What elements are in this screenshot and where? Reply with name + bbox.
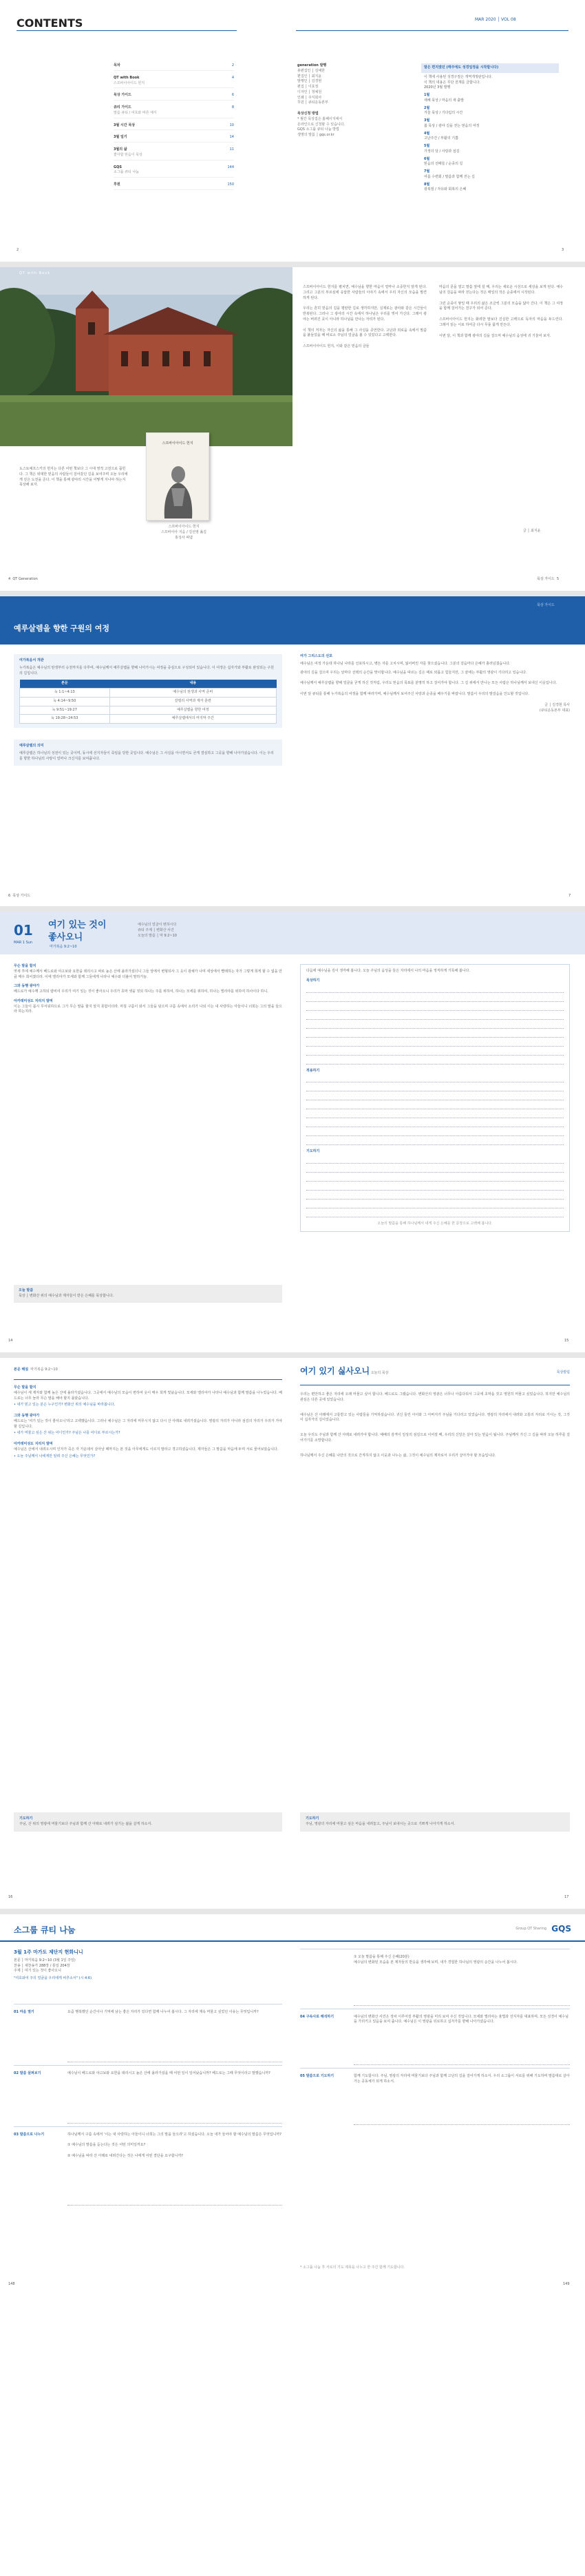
gqs-meta-row: 주제 │ 여기 있는 것이 좋사오니 bbox=[14, 1969, 61, 1973]
toc-page: 8 bbox=[231, 105, 234, 109]
detail-right-gray-text: 주님, 영광의 자리에 머물고 싶은 마음을 내려놓고, 주님이 보내시는 곳으로 기쁘게 나아가게 하소서. bbox=[306, 1821, 456, 1826]
journey-author-title: (큐티운동본부 대표) bbox=[539, 708, 570, 713]
issue-box-line: 광복절 / 자유와 회복의 은혜 bbox=[424, 187, 467, 192]
issue-box-line: 3월 bbox=[424, 118, 430, 123]
toc-entry[interactable] bbox=[114, 135, 234, 143]
detail-left-header bbox=[14, 1368, 282, 1380]
journey-box-2 bbox=[14, 740, 282, 766]
detail-right-body bbox=[300, 1392, 570, 1468]
journey-header-band bbox=[0, 596, 585, 645]
journey-box-2-head: 예루살렘의 의미 bbox=[19, 744, 44, 748]
subscribe-line: 온라인으로 신청할 수 있습니다. bbox=[297, 122, 345, 127]
contents-rule-right bbox=[296, 30, 568, 31]
page-number-left-label: QT Generation bbox=[12, 577, 38, 581]
gqs-item-text: 예수님이 베드로와 야고보와 요한을 데리시고 높은 산에 올라가셨을 때 어떤 일이 일어났습니까? 베드로는 그때 무엇이라고 말했습니까? bbox=[67, 2071, 270, 2075]
contents-title: CONTENTS bbox=[17, 17, 83, 30]
gqs-meta-quote: "여호와여 주의 얼굴을 우리에게 비추소서" (시 4:6) bbox=[14, 1976, 92, 1981]
gqs-write-area[interactable] bbox=[354, 2091, 570, 2125]
page-number-right bbox=[537, 577, 559, 583]
day01-s2-head: 그와 동행 광야가 bbox=[14, 984, 40, 989]
day01-title-1: 여기 있는 것이 bbox=[48, 920, 107, 930]
toc-page: 144 bbox=[227, 165, 234, 169]
day01-s3-text: 이는 그들이 몹시 무서워하므로 그가 무슨 말을 할지 알지 못함이더라. 마침 구름이 와서 그들을 덮으며 구름 속에서 소리가 나되 이는 내 사랑하는 아들이니 너희는 그의 말을 들으라 하는지라. bbox=[14, 1004, 282, 1014]
journey-table-header: 본문 bbox=[20, 680, 110, 688]
book-caption-line: 스프바이아이드 헌지 bbox=[168, 525, 200, 529]
publisher-head: generation 발행 bbox=[297, 63, 327, 67]
gqs-write-area[interactable] bbox=[354, 2031, 570, 2065]
book-paragraph: 우리는 흔히 믿음의 길을 평탄한 길로 생각하지만, 실제로는 광야와 같은 시간들이 반복된다. 그러나 그 광야의 시간 속에서 하나님은 우리를 빚어 가신다. 그래서 광야는 버려진 곳이 아니라 하나님을 만나는 자리가 된다. bbox=[303, 306, 427, 322]
spread-gap bbox=[0, 906, 585, 912]
gqs-item bbox=[300, 1949, 570, 1971]
journey-right-text bbox=[300, 671, 570, 698]
gqs-week: 3월 1주 마가도 제단지 현화니니 bbox=[14, 1949, 83, 1955]
publisher-line: 발행인 │ 김경현 bbox=[297, 79, 322, 84]
book-paragraph: 이 책의 저자는 자신의 삶을 통해 그 사실을 증언한다. 고난과 외로움 속에서 말씀을 붙들었을 때 비로소 주님의 얼굴을 볼 수 있었다고 고백한다. bbox=[303, 328, 427, 338]
journey-box-1 bbox=[14, 654, 282, 728]
toc-entry[interactable] bbox=[114, 76, 234, 89]
page-number-right: 17 bbox=[564, 1895, 569, 1899]
detail-left-body bbox=[14, 1385, 282, 1462]
toc-label: 3월 시간 묵상 bbox=[114, 123, 136, 127]
gqs-item-text: 요즘 행복했던 순간이나 기억에 남는 좋은 자리가 있다면 함께 나누어 봅시다. 그 자리에 계속 머물고 싶었던 이유는 무엇입니까? bbox=[67, 2010, 259, 2014]
issue-box-line: 6월 bbox=[424, 156, 430, 161]
day01-right-note: 다음에 예수님을 깊이 생각해 봅니다. 오늘 주님의 음성을 들은 자리에서 나의 마음을 정직하게 기록해 봅니다. bbox=[306, 969, 470, 973]
book-band-label: QT with Book bbox=[19, 271, 51, 275]
gqs-right-items bbox=[300, 1949, 570, 2128]
issue-box-line: 이 책에 사용된 성경구절은 개역개정판입니다. bbox=[424, 74, 493, 79]
detail-paragraph: 우리는 편안하고 좋은 자리에 오래 머물고 싶어 합니다. 베드로도 그랬습니다. 변화산의 영광은 너무나 아름다워서 그곳에 초막을 짓고 영원히 머물고 싶었습니다. 하지만 예수님의 관심은 다른 곳에 있었습니다. bbox=[300, 1392, 570, 1402]
publisher-line: 인쇄 │ 주식회사 bbox=[297, 95, 322, 100]
book-caption-line: 홍성사 펴냄 bbox=[175, 535, 193, 540]
detail-paragraph: 하나님께서 주신 은혜를 나만의 것으로 간직하지 않고 이웃과 나누는 삶, 그것이 예수님의 제자로서 우리가 살아가야 할 모습입니다. bbox=[300, 1453, 496, 1458]
journal-lines-pray[interactable] bbox=[306, 1155, 564, 1217]
toc-page: 2 bbox=[231, 63, 234, 67]
book-column-2 bbox=[439, 285, 563, 344]
journal-lines-apply[interactable] bbox=[306, 1074, 564, 1145]
issue-label: MAR 2020 │ VOL 08 bbox=[475, 17, 516, 22]
journey-table-cell: 예루살렘에서의 마지막 주간 bbox=[109, 715, 276, 724]
journey-box-3-text: 예수님은 여정 가운데 하나님 나라를 선포하시고, 병든 자를 고치시며, 잃어버린 자를 찾으셨습니다. 그분의 걸음마다 은혜가 흘러넘쳤습니다. bbox=[300, 661, 511, 666]
detail-right-subtitle: 오늘의 묵상 bbox=[370, 1371, 389, 1375]
gqs-item bbox=[14, 2065, 282, 2082]
publisher-line: 총편집인 │ 김예한 bbox=[297, 68, 325, 73]
contents-rule bbox=[17, 30, 237, 31]
detail-right-gray bbox=[300, 1812, 570, 1832]
detail-l1-text: 예수님이 세 제자와 함께 높은 산에 올라가셨습니다. 그곳에서 예수님의 모습이 변하여 옷이 매우 희게 빛났습니다. 모세와 엘리야가 나타나 예수님과 함께 말씀을 나누었습니다. 베드로는 너무 놀라 무슨 말을 해야 할지 몰랐습니다. bbox=[14, 1390, 282, 1401]
day01-meta-line: 큐티 주제 │ 변화산 사건 bbox=[138, 928, 174, 932]
issue-box-line: 2월 bbox=[424, 105, 430, 110]
page-number-left bbox=[8, 577, 38, 583]
gqs-item bbox=[14, 2004, 282, 2021]
publisher-info bbox=[297, 63, 401, 138]
subscribe-line: * 월간 묵상집은 홈페이지에서 bbox=[297, 116, 343, 121]
detail-l3-text: 예수님은 산에서 내려오시며 인자가 죽은 자 가운데서 살아날 때까지는 본 것을 아무에게도 이르지 말라고 경고하셨습니다. 제자들은 그 말씀을 마음에 두며 서로 물어보았습니다. bbox=[14, 1447, 279, 1452]
page-number-left-label: 묵상 가이드 bbox=[12, 894, 31, 898]
page-number-right: 7 bbox=[568, 894, 571, 898]
church-illustration bbox=[0, 267, 292, 446]
subscribe-head: 묵상신청 방법 bbox=[297, 112, 319, 116]
page-number-right: 15 bbox=[564, 1339, 569, 1343]
day01-meta-line: 오늘의 말씀 │ 막 9:2~10 bbox=[138, 933, 177, 938]
journey-table-row bbox=[20, 697, 277, 706]
journey-table-row bbox=[20, 689, 277, 698]
gqs-item bbox=[300, 2068, 570, 2091]
gqs-item-text: 하나님께서 구름 속에서 '이는 내 사랑하는 아들이니 너희는 그의 말을 들으라'고 하셨습니다. 오늘 내가 들어야 할 예수님의 말씀은 무엇입니까? ① 예수님의 말씀을 듣는다는 것은 어떤 의미일까요? ② 예수님을 따라 산 아래로 내려간다는 것은 나에게 어떤 결단을 요구합니까? bbox=[67, 2132, 281, 2158]
gqs-title: 소그룹 큐티 나눔 bbox=[14, 1925, 76, 1935]
gqs-foot-note: * 소그룹 나눔 후 서로의 기도 제목을 나누고 한 주간 함께 기도합니다. bbox=[300, 2265, 405, 2270]
toc-page: 4 bbox=[231, 75, 234, 80]
journey-table-cell: 눅 19:28~24:53 bbox=[20, 715, 110, 724]
table-of-contents bbox=[114, 63, 234, 195]
day01-number: 01 bbox=[14, 922, 33, 939]
day01-s2-text: 베드로가 예수께 고하되 랍비여 우리가 여기 있는 것이 좋사오니 우리가 초막 셋을 짓되 하나는 주를 위하여, 하나는 모세를 위하여, 하나는 엘리야를 위하여 하사이다 하니. bbox=[14, 989, 268, 994]
journey-box-3-head: 여가 그리스도의 선포 bbox=[300, 654, 332, 658]
issue-box-head: 말은 편지였던 (매주에도 성경일정을 시작합니다) bbox=[421, 63, 559, 73]
page-number-right-num: 5 bbox=[556, 577, 560, 581]
journey-table-cell: 눅 9:51~19:27 bbox=[20, 706, 110, 715]
detail-right-gray-head: 기도하기 bbox=[306, 1816, 319, 1821]
toc-sub: 스프바이아이드 헌지 bbox=[114, 81, 145, 85]
day01-spread bbox=[0, 912, 585, 1352]
issue-box-line: 5월 bbox=[424, 144, 430, 148]
book-caption-line: 스프바이아 지음 / 김선영 옮김 bbox=[160, 530, 206, 534]
gqs-write-area[interactable] bbox=[67, 2082, 282, 2124]
journey-heading: 예루살렘을 향한 구원의 여정 bbox=[14, 624, 109, 633]
page-number-left: 2 bbox=[17, 248, 19, 252]
book-intro: 도스토예프스키의 헌지는 다른 어떤 책보다 그 시대 영적 고전으로 꼽힌다. 그 책은 위대한 믿음의 사람들이 걸어갔던 길을 보여주며 오늘 우리에게 깊은 도전을 준다. 이 책을 통해 광야의 시간을 어떻게 지나야 하는지 묵상해 보자. bbox=[19, 467, 128, 488]
gqs-left-items bbox=[14, 2004, 282, 2208]
journey-table-cell: 예수님의 탄생과 사역 준비 bbox=[109, 689, 276, 698]
detail-left-ref: 마가복음 9:2~10 bbox=[30, 1368, 58, 1372]
journey-right-top bbox=[300, 654, 570, 713]
publisher-line: 디자인 │ 정예원 bbox=[297, 90, 322, 94]
spread-gap bbox=[0, 591, 585, 596]
toc-entry[interactable] bbox=[114, 165, 234, 178]
day01-label-apply: 적용하기 bbox=[306, 1068, 320, 1073]
toc-entry[interactable] bbox=[114, 105, 234, 118]
day01-meta bbox=[138, 923, 177, 939]
book-paragraph: 스프바이아이드 헌지, 이와 같은 믿음의 글들 bbox=[303, 344, 370, 348]
toc-label: 묵상 가이드 bbox=[114, 93, 131, 98]
spread-gap bbox=[0, 262, 585, 267]
day01-journal bbox=[300, 964, 570, 1232]
gqs-write-area[interactable] bbox=[67, 2021, 282, 2062]
gqs-item-label: 03 말씀으로 나누기 bbox=[14, 2132, 45, 2137]
gqs-item-label bbox=[300, 1955, 348, 1966]
toc-page: 150 bbox=[227, 182, 234, 187]
book-paragraph: 스프바이아이드 헌지는 화려한 말보다 진실한 고백으로 독자의 마음을 두드린다. 그래서 읽는 이로 하여금 다시 무릎 꿇게 만든다. bbox=[439, 317, 563, 327]
toc-label: 목차 bbox=[114, 63, 120, 67]
issue-box-line: 새해 묵상 / 마음의 새 출발 bbox=[424, 98, 464, 103]
gqs-right-header bbox=[292, 1914, 585, 1942]
journey-paragraph: 이번 달 큐티를 통해 누가복음의 여정을 함께 따라가며, 예수님께서 보여주신 사랑과 순종을 배우기를 바랍니다. 말씀이 우리의 발걸음을 인도할 것입니다. bbox=[300, 692, 529, 696]
book-column-1 bbox=[303, 285, 427, 355]
journal-lines-meditate[interactable] bbox=[306, 984, 564, 1065]
day01-gray-text: 묵상 │ 변화산 위의 예수님과 제자들이 받은 은혜를 묵상합니다. bbox=[19, 1293, 114, 1298]
issue-box-line: 4월 bbox=[424, 131, 430, 136]
issue-box-line: 2020년 3월 발행 bbox=[424, 85, 451, 90]
gqs-write-area[interactable] bbox=[67, 2164, 282, 2206]
journey-table-cell: 갈릴리 사역과 제자 훈련 bbox=[109, 697, 276, 706]
journey-band-tag: 묵상 가이드 bbox=[537, 603, 555, 607]
toc-page: 6 bbox=[231, 93, 234, 98]
day01-meta-line: 예수님의 얼굴이 변하시다 bbox=[138, 923, 177, 927]
toc-label: 후원 bbox=[114, 182, 120, 187]
journey-spread bbox=[0, 596, 585, 906]
day01-gray-box bbox=[14, 1285, 282, 1303]
detail-left-gray bbox=[14, 1812, 282, 1832]
publisher-line: 후원 │ 큐티운동본부 bbox=[297, 101, 328, 105]
detail-l3-head: 아카데미성도 지리지 말며 bbox=[14, 1442, 53, 1446]
detail-left-gray-text: 주님, 산 위의 영광에 머물기보다 주님과 함께 산 아래로 내려가 섬기는 삶을 살게 하소서. bbox=[19, 1821, 152, 1826]
issue-box-line: 7월 bbox=[424, 169, 430, 174]
journey-table-header: 내용 bbox=[109, 680, 276, 688]
detail-l2-link: • 내가 머물고 싶은 산 위는 어디인가? 주님은 나를 어디로 부르시는가? bbox=[14, 1431, 120, 1436]
book-cover bbox=[146, 432, 209, 521]
gqs-item-label: 02 말씀 살펴보기 bbox=[14, 2071, 41, 2075]
gqs-item bbox=[14, 2126, 282, 2165]
day01-date: MAR 1 Sun bbox=[14, 941, 33, 945]
toc-label: 3월 일기 bbox=[114, 135, 127, 140]
gqs-item-label: 04 구속사로 해석하기 bbox=[300, 2014, 334, 2019]
page-number-left: 16 bbox=[8, 1895, 13, 1899]
toc-page: 11 bbox=[229, 147, 234, 151]
subscribe-line: 생명의 말씀 │ gqs.or.kr bbox=[297, 133, 334, 137]
issue-box bbox=[421, 63, 559, 195]
journey-quote bbox=[300, 703, 570, 714]
gqs-meta-row: 본문 │ 마가복음 9:2~10 (3월 1일 주일) bbox=[14, 1958, 76, 1962]
journey-box-2-text: 예루살렘은 하나님의 성전이 있는 곳이며, 동시에 선지자들이 죽임을 당한 곳입니다. 예수님은 그 사실을 아시면서도 굳게 결심하고 그곳을 향해 나아가셨습니다. 이는 우리를 향한 하나님의 사랑이 얼마나 크신지를 보여줍니다. bbox=[19, 751, 274, 761]
toc-label: 큐티 가이드 bbox=[114, 105, 131, 109]
day01-gray-head: 오늘 말씀 bbox=[19, 1288, 34, 1292]
detail-l1-head: 무슨 말을 할지 bbox=[14, 1385, 36, 1390]
day01-s3-head: 아카데미성도 지리지 말며 bbox=[14, 998, 53, 1003]
gqs-item-text: 함께 기도합시다. 주님, 영광의 자리에 머물기보다 주님과 함께 고난의 길을 걸어가게 하소서. 우리 소그룹이 서로를 위해 기도하며 말씀대로 살아가는 공동체가 되게 하소서. bbox=[354, 2074, 570, 2084]
day01-label-meditate: 묵상하기 bbox=[306, 978, 320, 983]
journey-paragraph: 광야의 길을 걸으며 우리는 날마다 선택의 순간을 맞이합니다. 예수님을 따르는 길은 때로 외롭고 힘들지만, 그 끝에는 부활의 영광이 기다리고 있습니다. bbox=[300, 670, 527, 675]
toc-entry[interactable] bbox=[114, 63, 234, 71]
toc-sub: 좋아합 믿음이 묵상 bbox=[114, 152, 142, 157]
book-signature: 글 │ 최지윤 bbox=[523, 529, 541, 533]
day01-title-2: 좋사오니 bbox=[48, 932, 83, 943]
detail-l2-head: 그와 동행 광야가 bbox=[14, 1414, 40, 1418]
journey-box-1-text: 누가복음은 예수님의 탄생부터 승천까지를 다루며, 예수님께서 예루살렘을 향해 나아가시는 여정을 중심으로 구성되어 있습니다. 이 여정은 십자가와 부활로 완성되는 구원의 길입니다. bbox=[19, 665, 274, 676]
day01-label-pray: 기도하기 bbox=[306, 1149, 320, 1154]
page-number-right: 149 bbox=[563, 2282, 570, 2286]
detail-paragraph: 오늘 우리도 주님과 함께 산 아래로 내려가야 합니다. 예배의 감격이 일상의 섬김으로 이어질 때, 우리의 신앙은 살아 있는 믿음이 됩니다. 주님께서 가신 그 길을 따라 오늘 하루를 걸어가기를 소망합니다. bbox=[300, 1433, 570, 1443]
day01-scripture bbox=[14, 964, 282, 1018]
gqs-meta bbox=[14, 1949, 282, 1982]
subscribe-line: GQS 소그룹 큐티 나눔 방법 bbox=[297, 127, 339, 132]
day01-s1-text: 엿새 후에 예수께서 베드로와 야고보와 요한을 데리시고 따로 높은 산에 올라가셨더니 그들 앞에서 변형되사 그 옷이 광채가 나며 세상에서 빨래하는 자가 그렇게 희게 할 수 없을 만큼 매우 희어졌더라. 이에 엘리야가 모세와 함께 그들에게 나타나 예수와 더불어 말하거늘. bbox=[14, 969, 282, 979]
toc-label: GQS bbox=[114, 165, 122, 169]
issue-box-lines bbox=[421, 73, 559, 195]
detail-l1-link: • 내가 믿고 있는 분은 누구인가? 변화산 위의 예수님을 바라봅니다. bbox=[14, 1403, 116, 1407]
issue-box-line: 겨울 묵상 / 기다림의 시간 bbox=[424, 111, 463, 116]
gqs-item-label: 01 마음 열기 bbox=[14, 2010, 34, 2014]
book-cover-figure bbox=[147, 458, 210, 520]
journey-table-cell: 눅 1:1~4:13 bbox=[20, 689, 110, 698]
toc-entry[interactable] bbox=[114, 123, 234, 131]
church-photo bbox=[0, 267, 292, 446]
detail-right-title: 여기 있기 싫사오니 bbox=[300, 1366, 370, 1376]
toc-entry[interactable] bbox=[114, 93, 234, 101]
page-number-left: 14 bbox=[8, 1339, 13, 1343]
publisher-line: 편집인 │ 최지윤 bbox=[297, 74, 322, 78]
page-number-left: 148 bbox=[8, 2282, 15, 2286]
page-number-left-num: 4 bbox=[8, 577, 11, 581]
detail-l2-text: 베드로는 '여기 있는 것이 좋사오니'라고 고백했습니다. 그러나 예수님은 그 자리에 머무시지 않고 다시 산 아래로 내려가셨습니다. 영광의 자리가 아니라 섬김의 자리가 우리가 가야 할 길입니다. bbox=[14, 1418, 282, 1429]
gqs-spread bbox=[0, 1914, 585, 2295]
publisher-line: 편집 │ 이효정 bbox=[297, 85, 319, 89]
gqs-logo: GQS bbox=[551, 1924, 571, 1934]
issue-box-line: 이 책의 내용은 무단 전재를 금합니다. bbox=[424, 80, 480, 85]
journey-author: 글 │ 김경현 목사 bbox=[544, 702, 570, 707]
detail-right-header bbox=[300, 1365, 570, 1385]
detail-paragraph: 예수님은 산 아래에서 고통받고 있는 사람들을 기억하셨습니다. 귀신 들린 아이와 그 아버지가 주님을 기다리고 있었습니다. 영광의 자리에서 내려와 고통의 자리로 가시는 것, 그것이 십자가의 길이었습니다. bbox=[300, 1412, 570, 1423]
day01-s1-head: 무슨 말을 할지 bbox=[14, 964, 36, 968]
journey-box-1-head: 여가복음서 개관 bbox=[19, 658, 44, 662]
book-paragraph: 그런 순종이 쌓일 때 우리의 삶은 조금씩 그분의 모습을 닮아 간다. 이 책은 그 여정을 함께 걸어가는 친구가 되어 준다. bbox=[439, 301, 563, 311]
day01-right-foot: 오늘의 말씀을 통해 하나님께서 내게 주신 은혜를 한 문장으로 고백해 봅니다. bbox=[377, 1222, 493, 1226]
book-caption bbox=[146, 525, 222, 541]
detail-l3-link: • 오늘 주님께서 나에게만 알려 주신 은혜는 무엇인가? bbox=[14, 1454, 96, 1458]
gqs-item-text: 예수님의 변화산 사건은 장차 이루어질 부활의 영광을 미리 보여 주신 것입니다. 모세와 엘리야는 율법과 선지자를 대표하며, 모든 성경이 예수님을 가리키고 있음을 보여 줍니다. 예수님은 이 영광을 뒤로하고 십자가를 향해 나아가셨습니다. bbox=[354, 2014, 568, 2024]
spread-gap bbox=[0, 1909, 585, 1914]
journey-table-cell: 예루살렘을 향한 여정 bbox=[109, 706, 276, 715]
journey-table bbox=[19, 680, 277, 724]
toc-page: 10 bbox=[229, 123, 234, 127]
issue-box-line: 믿음의 선배들 / 순종의 길 bbox=[424, 162, 463, 167]
page-number-left bbox=[8, 894, 30, 899]
issue-box-line: 가정의 달 / 사랑과 섬김 bbox=[424, 149, 460, 154]
issue-box-line: 봄 묵상 / 광야 길을 걷는 믿음의 여정 bbox=[424, 123, 480, 128]
toc-entry[interactable] bbox=[114, 182, 234, 190]
publisher-lines bbox=[297, 69, 401, 106]
gqs-item-label: 05 말씀으로 기도하기 bbox=[300, 2074, 334, 2078]
journey-table-cell: 눅 4:14~9:50 bbox=[20, 697, 110, 706]
spread-gap bbox=[0, 1352, 585, 1358]
gqs-right-sub: Group QT Sharing bbox=[515, 1927, 546, 1931]
journey-table-row bbox=[20, 706, 277, 715]
issue-box-line: 1월 bbox=[424, 93, 430, 97]
journey-paragraph: 예수님께서 예루살렘을 향해 얼굴을 굳게 하신 것처럼, 우리도 믿음의 목표를 분명히 하고 걸어가야 합니다. 그 길 위에서 만나는 모든 사람은 하나님께서 보내신 이웃입니다. bbox=[300, 681, 557, 686]
detail-left-gray-head: 기도하기 bbox=[19, 1816, 33, 1821]
book-paragraph: 이번 달, 이 책과 함께 광야의 길을 걸으며 예수님의 음성에 귀 기울여 보자. bbox=[439, 333, 551, 338]
toc-label: QT with Book bbox=[114, 75, 140, 80]
book-paragraph: 마음의 문을 열고 말씀 앞에 설 때, 우리는 새로운 시선으로 세상을 보게 된다. 예수님의 걸음을 따라 걷는다는 것은 매일의 작은 순종에서 시작된다. bbox=[439, 285, 563, 295]
page-number-left-num: 6 bbox=[8, 894, 11, 898]
gqs-left-header bbox=[0, 1914, 292, 1942]
issue-box-line: 8월 bbox=[424, 182, 430, 187]
gqs-item-text: ① 오늘 말씀을 통해 주신 은혜(20분) 예수님의 변화된 모습을 본 제자들의 반응을 생각해 보며, 내가 경험한 하나님의 영광의 순간을 나누어 봅시다. bbox=[354, 1955, 518, 1965]
gqs-write-area[interactable] bbox=[354, 1971, 570, 2006]
issue-box-line: 여름 수련회 / 말씀과 함께 걷는 길 bbox=[424, 174, 476, 179]
page-number-right: 3 bbox=[562, 248, 564, 252]
issue-box-line: 고난주간 / 부활의 기쁨 bbox=[424, 136, 458, 141]
gqs-item bbox=[300, 2009, 570, 2031]
detail-left-tag: 본문 해설 bbox=[14, 1368, 29, 1372]
subscribe-lines bbox=[297, 117, 401, 138]
page-number-right-label: 묵상 가이드 bbox=[537, 577, 555, 581]
toc-label: 3월의 삶 bbox=[114, 147, 127, 151]
book-paragraph: 스프바이아이드 헌지를 펼치면, 예수님을 향한 마음이 얼마나 소중한지 알게 된다. 그리고 그분의 부르심에 응답한 사람들의 이야기 속에서 우리 자신의 모습을 발견하게 된다. bbox=[303, 285, 427, 300]
toc-page: 14 bbox=[229, 135, 234, 140]
book-spread bbox=[0, 267, 585, 591]
toc-entry[interactable] bbox=[114, 147, 234, 160]
day-detail-spread bbox=[0, 1358, 585, 1909]
contents-spread bbox=[0, 0, 585, 262]
day01-ref: 마가복음 9:2~10 bbox=[50, 945, 77, 949]
toc-sub: 소그룹 큐티 나눔 bbox=[114, 170, 139, 175]
book-cover-title: 스프바이아이드 헌지 bbox=[162, 441, 193, 446]
gqs-meta-row: 찬송 │ 새찬송가 288장 / 통일 204장 bbox=[14, 1963, 70, 1968]
gqs-meta-rows bbox=[14, 1958, 282, 1974]
journey-table-row bbox=[20, 715, 277, 724]
detail-right-tag: 묵상칼럼 bbox=[556, 1370, 570, 1374]
toc-sub: 말씀 큐티 / 여호와 바른 예식 bbox=[114, 110, 157, 115]
